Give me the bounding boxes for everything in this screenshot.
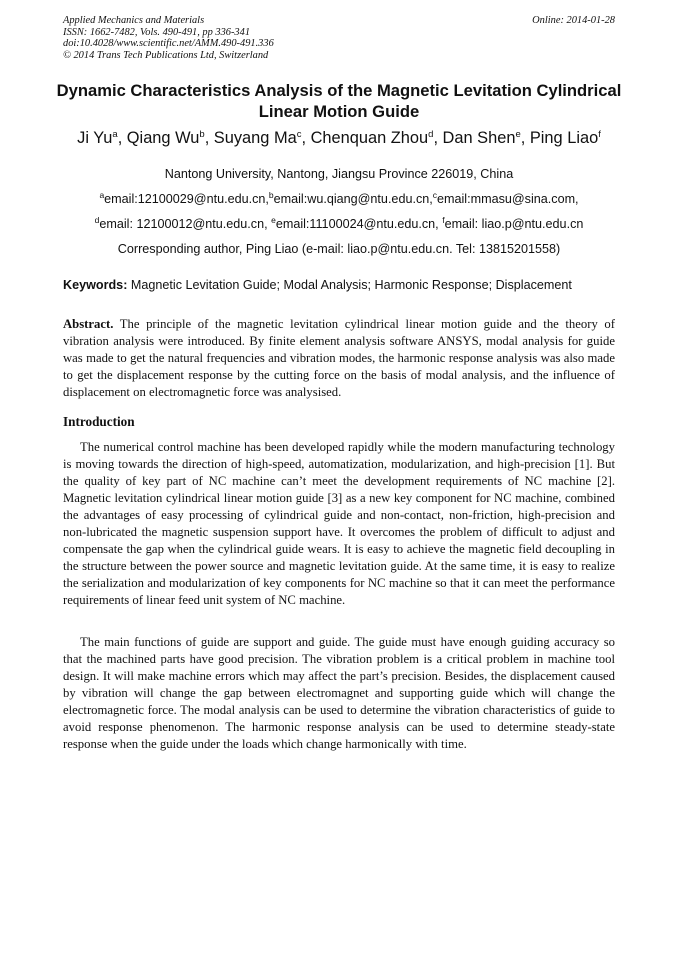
email-line-2 [20, 217, 658, 232]
email-f: email: liao.p@ntu.edu.cn [444, 217, 584, 231]
author-sup: b [199, 129, 205, 140]
email-e: email:11100024@ntu.edu.cn, [275, 217, 439, 231]
author-list: Ji Yu$^a$, Qiang Wu$^b$, Suyang Ma$^c$, Chenquan Zhou$^d$, Dan Shen$^e$, Ping Liao$^f$ [77, 129, 601, 147]
keywords-label: Keywords: [63, 278, 128, 292]
issn-line: ISSN: 1662-7482, Vols. 490-491, pp 336-341 [63, 26, 251, 38]
paper-title [40, 80, 638, 122]
email-d: email: 12100012@ntu.edu.cn, [99, 217, 268, 231]
abstract [63, 316, 615, 401]
title-line-1: Dynamic Characteristics Analysis of the Magnetic Levitation Cylindrical [56, 81, 622, 100]
online-date: Online: 2014-01-28 [532, 15, 615, 26]
email-line-1 [20, 192, 658, 207]
author: Qiang Wu [126, 129, 200, 147]
author-sup: d [428, 129, 434, 140]
email-sup: f [442, 215, 445, 225]
title-line-2: Linear Motion Guide [258, 102, 420, 121]
author: Ji Yu [77, 129, 113, 147]
author-sup: e [515, 129, 521, 140]
email-sup: a [99, 190, 105, 200]
author-sup: a [112, 129, 118, 140]
email-sup: c [432, 190, 437, 200]
copyright-line: © 2014 Trans Tech Publications Ltd, Switzerland [63, 49, 269, 61]
abstract-label: Abstract. [63, 317, 114, 331]
affiliation: Nantong University, Nantong, Jiangsu Province 226019, China [164, 167, 514, 181]
intro-paragraph-1: The numerical control machine has been developed rapidly while the modern manufacturing technology is moving towards the direction of high-speed, automatization, modularization, and high-precision [1]. But the quality of key part of NC machine can’t meet the development requirements of NC machine [2]. Magnetic levitation cylindrical linear motion guide [3] as a new key component for NC machine, combined the advantages of easy processing of cylindrical guide and non-contact, non-friction, high-precision and non-lubricated the magnetic suspension support have. It overcomes the problem of difficult to adjust and compensate the gap when the cylindrical guide wears. It is easy to achieve the magnetic field decoupling in the structure between the power source and magnetic levitation guide. At the same time, it is easy to realize the serialization and modularization of key components for NC machine so that it can meet the performance requirements of linear feed unit system of NC machine. [63, 440, 615, 607]
author: Suyang Ma [213, 129, 297, 147]
email-sup: b [268, 190, 274, 200]
email-c: email:mmasu@sina.com, [437, 192, 579, 206]
author: Dan Shen [442, 129, 516, 147]
author-sup: c [296, 129, 302, 140]
abstract-text: The principle of the magnetic levitation cylindrical linear motion guide and the theory of vibration analysis were introduced. By finite element analysis software ANSYS, modal analysis for guide was made to get the natural frequencies and vibration modes, the harmonic response analysis was also made to get the displacement response by the cutting force on the basis of modal analysis, and the influence of displacement on electromagnetic force was analysised. [63, 317, 615, 399]
author-sup: f [598, 129, 601, 140]
email-sup: d [94, 215, 100, 225]
keywords-text: Magnetic Levitation Guide; Modal Analysis; Harmonic Response; Displacement [130, 278, 572, 292]
author: Chenquan Zhou [310, 129, 429, 147]
email-sup: e [271, 215, 276, 225]
email-a: email:12100029@ntu.edu.cn, [104, 192, 269, 206]
corresponding-author: Corresponding author, Ping Liao (e-mail: liao.p@ntu.edu.cn. Tel: 13815201558) [117, 242, 561, 256]
intro-paragraph-2: The main functions of guide are support and guide. The guide must have enough guiding accuracy so that the machined parts have good precision. The vibration problem is a critical problem in machine tool design. It will make machine errors which may affect the part’s precision. Besides, the displacement caused by vibration will change the gap between electromagnet and supporting guide which will change the electromagnetic force. The modal analysis can be used to determine the vibration characteristics of guide to avoid response phenomenon. The harmonic response analysis can be used to determine steady-state response when the guide under the loads which change harmonically with time. [63, 635, 615, 751]
email-b: email:wu.qiang@ntu.edu.cn, [273, 192, 433, 206]
author: Ping Liao [529, 129, 599, 147]
journal-name: Applied Mechanics and Materials [63, 15, 205, 26]
doi-line: doi:10.4028/www.scientific.net/AMM.490-491.336 [63, 38, 274, 50]
journal-header [63, 15, 615, 61]
keywords [63, 277, 623, 293]
section-heading-introduction: Introduction [63, 414, 135, 429]
